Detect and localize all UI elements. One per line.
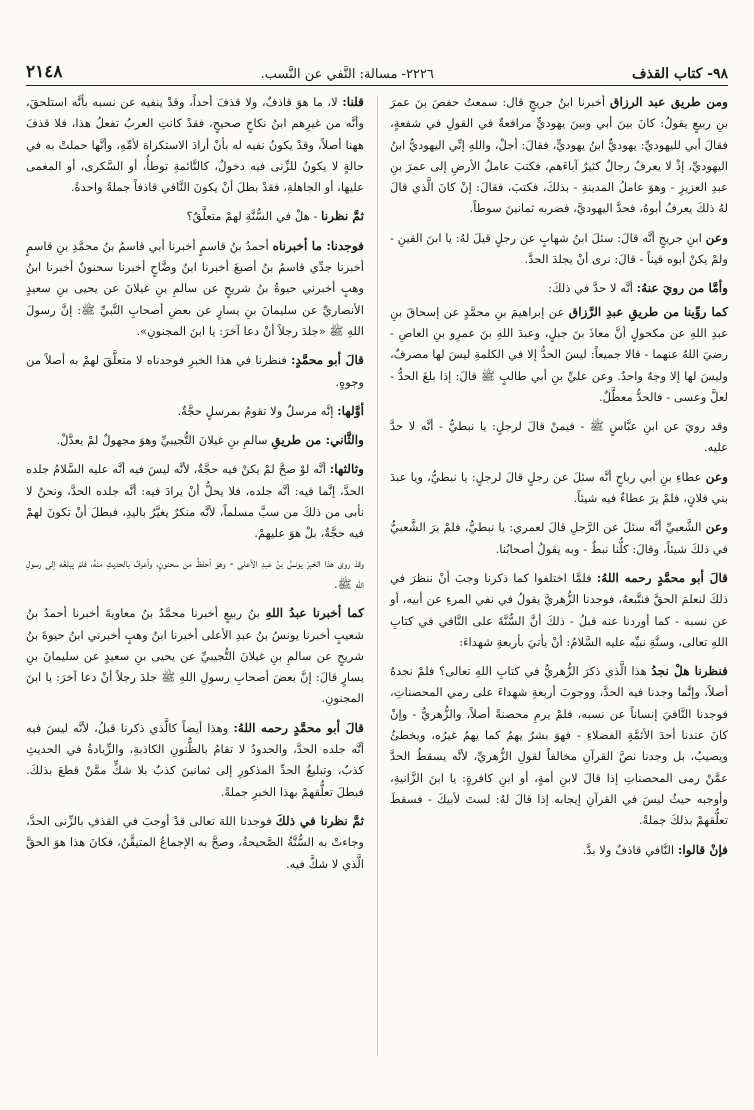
paragraph <box>390 661 728 831</box>
paragraph <box>390 92 728 220</box>
paragraph-lead: فإنْ قالوا: <box>677 842 728 857</box>
paragraph-lead: وعن <box>705 469 728 484</box>
paragraph-text: هذا الَّذي ذكرَ الزُّهريُّ في كتابِ اللهِ تعالى؟ فلمْ نجدهُ أصلاً، وإنَّما وجدنا فيه الحدَّ، ووجوبَ أربعةِ شهداءَ على رمي المحصناتِ، فوجدنا النَّافيَ إنساناً عن نسبه، فلمْ يرمِ محصنةً أصلاً، والزُّهريُّ - وإنْ كانَ عندنا أحدَ الأئمَّةِ الفضلاءِ - فهوَ بشرٌ يهمُ كما يهمُ غيرُه، ويخطئُ ويصيبُ، بل وجدنا نصَّ القرآنِ مخالفاً لقولِ الزُّهريِّ، لأنَّه يسقطُ الحدَّ عمَّنْ رمى المحصناتِ إذا قالَ لابنِ أمةٍ، أو ابنِ كافرةٍ: يا ابنَ الزَّانيةِ، وأوجبه حيثُ ليسَ في القرآنِ إيجابه إذا قالَ لهُ: لستَ لأبيكَ - فسقطَ تعلُّقهمْ بذلكَ جملةً. <box>390 664 728 828</box>
right-column <box>390 92 728 869</box>
chapter-title: ٩٨- كتاب القذف <box>631 66 728 82</box>
paragraph-lead: أوَّلها: <box>337 403 364 418</box>
paragraph-text: عن إبراهيمَ بنِ محمَّدٍ عن إسحاقَ بنِ عبدِ اللهِ عن مكحولٍ أنَّ معاذَ بنَ جبلٍ، وعبدَ اللهِ بنَ عمرِو بنِ العاصِ - رضيَ اللهُ عنهما - قالا جميعاً: ليسَ الحدُّ إلا في الكلمةِ ليسَ لها مصرفٌ، وليسَ لها إلا وجهٌ واحدٌ. وعن عليِّ بنِ أبي طالبٍ ﷺ قالَ: إذا بلغَ الحدُّ - لعلَّ وعسى - فالحدُّ معطَّلٌ. <box>390 304 728 404</box>
paragraph <box>26 430 364 451</box>
left-column <box>26 92 364 883</box>
paragraph-text: ابنِ جريجٍ أنَّه قالَ: سئلَ ابنُ شهابٍ عن رجلٍ قيلَ لهُ: يا ابنَ القينِ - ولمْ يكنْ أبوه قيناً - قالَ: نرى أنْ يجلدَ الحدَّ. <box>390 230 728 267</box>
paragraph <box>26 206 364 227</box>
paragraph <box>390 278 728 299</box>
paragraph-text: سالمِ بنِ غيلانَ التُّجيبيِّ وهوَ مجهولٌ لمْ يعدَّلْ. <box>56 433 268 448</box>
paragraph-text: إنَّه مرسلٌ ولا تقومُ بمرسلٍ حجَّةٌ. <box>177 403 334 418</box>
paragraph-lead: قالَ أبو محمَّدٍ: <box>291 353 364 368</box>
paragraph <box>26 811 364 875</box>
paragraph-text: الشَّعبيِّ أنَّه سئلَ عن الرَّجلِ قالَ لعمري: يا نبطيُّ، فلمْ يرَ الشَّعبيُّ في ذلكَ شيئاً، وقالَ: كلُّنا نبطٌ - وبه يقولُ أصحابُنا. <box>390 520 728 556</box>
page-number: ٢١٤٨ <box>26 62 63 82</box>
paragraph-lead: وأمَّا من رويَ عنهُ: <box>636 281 728 296</box>
paragraph <box>26 401 364 422</box>
paragraph <box>26 236 364 342</box>
paragraph-lead: كما روِّينا من طريقِ عبدِ الرَّزاق <box>568 304 729 319</box>
paragraph <box>26 603 364 709</box>
paragraph-text: لا، ما هوَ قاذفٌ، ولا قذفَ أحداً، وقدْ ينفيه عن نسبه بأنَّه استلحقَ، وأنَّه من غيرِهم ابنُ نكاحٍ صحيحٍ، فقدْ كانتِ العربُ تفعلُ هذا، فلا قذفَ ههنا أصلاً، وقدْ يكونُ نفيه له بأنْ أرادَ الاستكراهَ لأمِّهِ، وأنَّها حملتْ به في حالةٍ لا يكونُ للزِّنى فيه دخولٌ، كالنَّائمةِ توطأُ، أو السَّكرى، أو المغمى عليها، أو الجاهلةِ، فقدْ بطلَ أنْ يكونَ النَّافي قاذفاً جملةً واحدةً. <box>26 95 364 195</box>
paragraph-lead: قالَ أبو محمَّدٍ رحمه اللهُ: <box>233 720 365 735</box>
paragraph <box>390 568 728 653</box>
paragraph <box>26 350 364 393</box>
paragraph-text: بنُ ربيعٍ أخبرنا محمَّدُ بنُ معاويةَ أخبرنا أحمدُ بنُ شعيبٍ أخبرنا يونسُ بنُ عبدِ الأعلى أخبرنا ابنُ وهبٍ أخبرني ابنُ حيوةَ بنُ شريحٍ عن سالمِ بنِ غيلانَ التُّجيبيِّ عن يحيى بنِ سعيدٍ عن سليمانَ بنِ يسارٍ قالَ: إنَّ بعضَ أصحابِ رسولِ اللهِ ﷺ جلدَ رجلاً أنْ دعا آخرَ: يا ابنَ المجنونِ. <box>26 606 364 706</box>
paragraph-text: وهذا أيضاً كالَّذي ذكرنا قبلُ، لأنَّه ليسَ فيه أنَّه جلده الحدَّ، والحدودُ لا تقامُ بالظُّنونِ الكاذبةِ، والزِّيادةُ في الحديثِ كذبٌ، وتبليغُ الحدِّ المذكورِ إلى ثمانينَ كذبٌ بلا شكٍّ ممَّنْ قطعَ بذلكَ. فبطلَ تعلُّقهمْ بهذا الخبرِ جملةً. <box>26 720 364 799</box>
paragraph-text: أخبرنا ابنُ جريجٍ قال: سمعتُ حفصَ بنَ عمرَ بنِ ربيعٍ يقولُ: كانَ بينَ أبي وبينَ يهوديٍّ مرافعةٌ في القولِ في شفعةٍ، فقالَ أبي لليهوديِّ: يهوديٌّ ابنُ يهوديٍّ، فقالَ: أجلْ، واللهِ إنِّي اليهوديُّ ابنُ اليهوديِّ، إذْ لا يعرفُ رجالٌ كثيرٌ آباءَهم، فكتبَ عاملُ الأرضِ إلى عمرَ بنِ عبدِ العزيزِ - وهوَ عاملُ المدينةِ - بذلكَ، فكتبَ، فقالَ: إنْ كانَ الَّذي قالَ لهُ ذلكَ يعرفُ أبوهُ، فحدَّ اليهوديَّ، فضربه ثمانينَ سوطاً. <box>390 95 728 216</box>
paragraph <box>390 416 728 459</box>
paragraph-text: وقد رويَ عن ابنِ عبَّاسٍ ﷺ - فيمنْ قالَ لرجلٍ: يا نبطيُّ - أنَّه لا حدَّ عليه. <box>390 419 728 455</box>
paragraph-text: النَّافي قاذفٌ ولا بدَّ. <box>582 842 675 857</box>
paragraph-lead: وثالثها: <box>329 462 365 477</box>
paragraph-lead: كما أخبرنا عبدُ اللهِ <box>265 606 364 621</box>
paragraph <box>26 459 364 544</box>
paragraph-lead: فوجدنا: ما أخبرناه <box>272 238 365 253</box>
section-title: ٢٢٢٦- مسالة: النَّفي عن النَّسب. <box>260 67 434 82</box>
paragraph-text: فوجدنا اللهَ تعالى قدْ أوجبَ في القذفِ بالزِّنى الحدَّ، وجاءتْ به السُّنَّةُ الصَّحيحةُ، وصحَّ به الإجماعُ المتيقَّنُ، فكانَ هذا هوَ الحقَّ الَّذي لا شكَّ فيه. <box>26 813 364 871</box>
paragraph <box>26 718 364 803</box>
paragraph-text: أنَّه لوْ صحَّ لمْ يكنْ فيه حجَّةٌ، لأنَّه ليسَ فيه أنَّه عليه السَّلامُ جلده الحدَّ، إنَّما فيه: أنَّه جلده، فلا يحلُّ أنْ يرادَ فيه: أنَّه جلده الحدَّ، ونحنُ لا نأبى من ذلكَ من سبَّ مسلماً، لأنَّه منكرٌ يغيَّرُ باليدِ، فبطلَ أنْ تكونَ لهمْ فيه حجَّةٌ، بلْ هوَ عليهمْ. <box>26 462 364 541</box>
paragraph-lead: ومن طريق عبد الرزاق <box>610 95 728 109</box>
paragraph <box>390 517 728 560</box>
paragraph <box>390 467 728 510</box>
paragraph <box>26 92 364 198</box>
column-divider <box>377 96 378 1056</box>
paragraph-text: عطاءِ بنِ أبي رباحٍ أنَّه سئلَ عن رجلٍ قالَ لرجلٍ: يا نبطيُّ، ويا عبدَ بني فلانٍ، فلمْ يرَ عطاءٌ فيه شيئاً. <box>390 469 728 506</box>
paragraph <box>390 302 728 408</box>
paragraph-lead: فنظرنا هلْ نجدُ <box>651 664 728 679</box>
paragraph <box>390 840 728 861</box>
paragraph-text: أنَّه لا حدَّ في ذلكَ: <box>548 281 633 296</box>
paragraph-lead: قلنا: <box>342 95 364 109</box>
paragraph <box>390 228 728 271</box>
paragraph <box>26 553 364 596</box>
paragraph-text: فنظرنا في هذا الخبرِ فوجدناه لا متعلَّقَ لهمْ به أصلاً من وجوهٍ. <box>26 353 364 389</box>
paragraph-lead: ثمَّ نظرنا <box>321 209 364 224</box>
paragraph-text: - هلْ في السُّنَّةِ لهمْ متعلَّقٌ؟ <box>186 209 318 224</box>
paragraph-lead: ثمَّ نظرنا في ذلكَ <box>275 813 365 828</box>
paragraph-text: وقدْ روى هذا الخبرَ يونسُ بنُ عبدِ الأعلى - وهوَ أحفظُ من سحنونٍ، وأعرفُ بالحديثِ منهُ، فلمْ يبلغْه إلى رسولِ اللهِ ﷺ. <box>26 555 364 591</box>
page-header <box>26 56 728 86</box>
paragraph-text: فلمَّا اختلفوا كما ذكرنا وجبَ أنْ ننظرَ في ذلكَ لنعلمَ الحقَّ فنتَّبعهُ، فوجدنا الزُّهريَّ يقولُ في نفي المرءِ عن أبيه، أو عن نسبه - كما أوردنا عنه قبلُ - ذلكَ أنَّ السُّنَّةَ على النَّافي في كتابِ اللهِ تعالى، وسنَّةِ نبيِّه عليه السَّلامُ: أنْ يأتيَ بأربعةِ شهداءَ: <box>390 570 728 649</box>
paragraph-lead: وعن <box>705 230 728 245</box>
paragraph-lead: والثَّاني: من طريقِ <box>271 433 364 448</box>
paragraph-text: أحمدُ بنُ قاسمٍ أخبرنا أبي قاسمُ بنُ محمَّدِ بنِ قاسمٍ أخبرنا جدِّي قاسمُ بنُ أصبغَ أخبرنا ابنُ وضَّاحٍ أخبرنا سحنونٌ أخبرنا ابنُ وهبٍ أخبرني حيوةُ بنُ شريحٍ عن سالمِ بنِ غيلانَ عن يحيى بنِ سعيدٍ الأنصاريِّ عن سليمانَ بنِ يسارٍ عن بعضِ أصحابِ النَّبيِّ ﷺ: إنَّ رسولَ اللهِ ﷺ «جلدَ رجلاً أنْ دعا آخرَ: يا ابنَ المجنونِ». <box>26 238 364 338</box>
paragraph-lead: وعن <box>705 520 728 535</box>
paragraph-lead: قالَ أبو محمَّدٍ رحمه اللهُ: <box>596 570 729 585</box>
